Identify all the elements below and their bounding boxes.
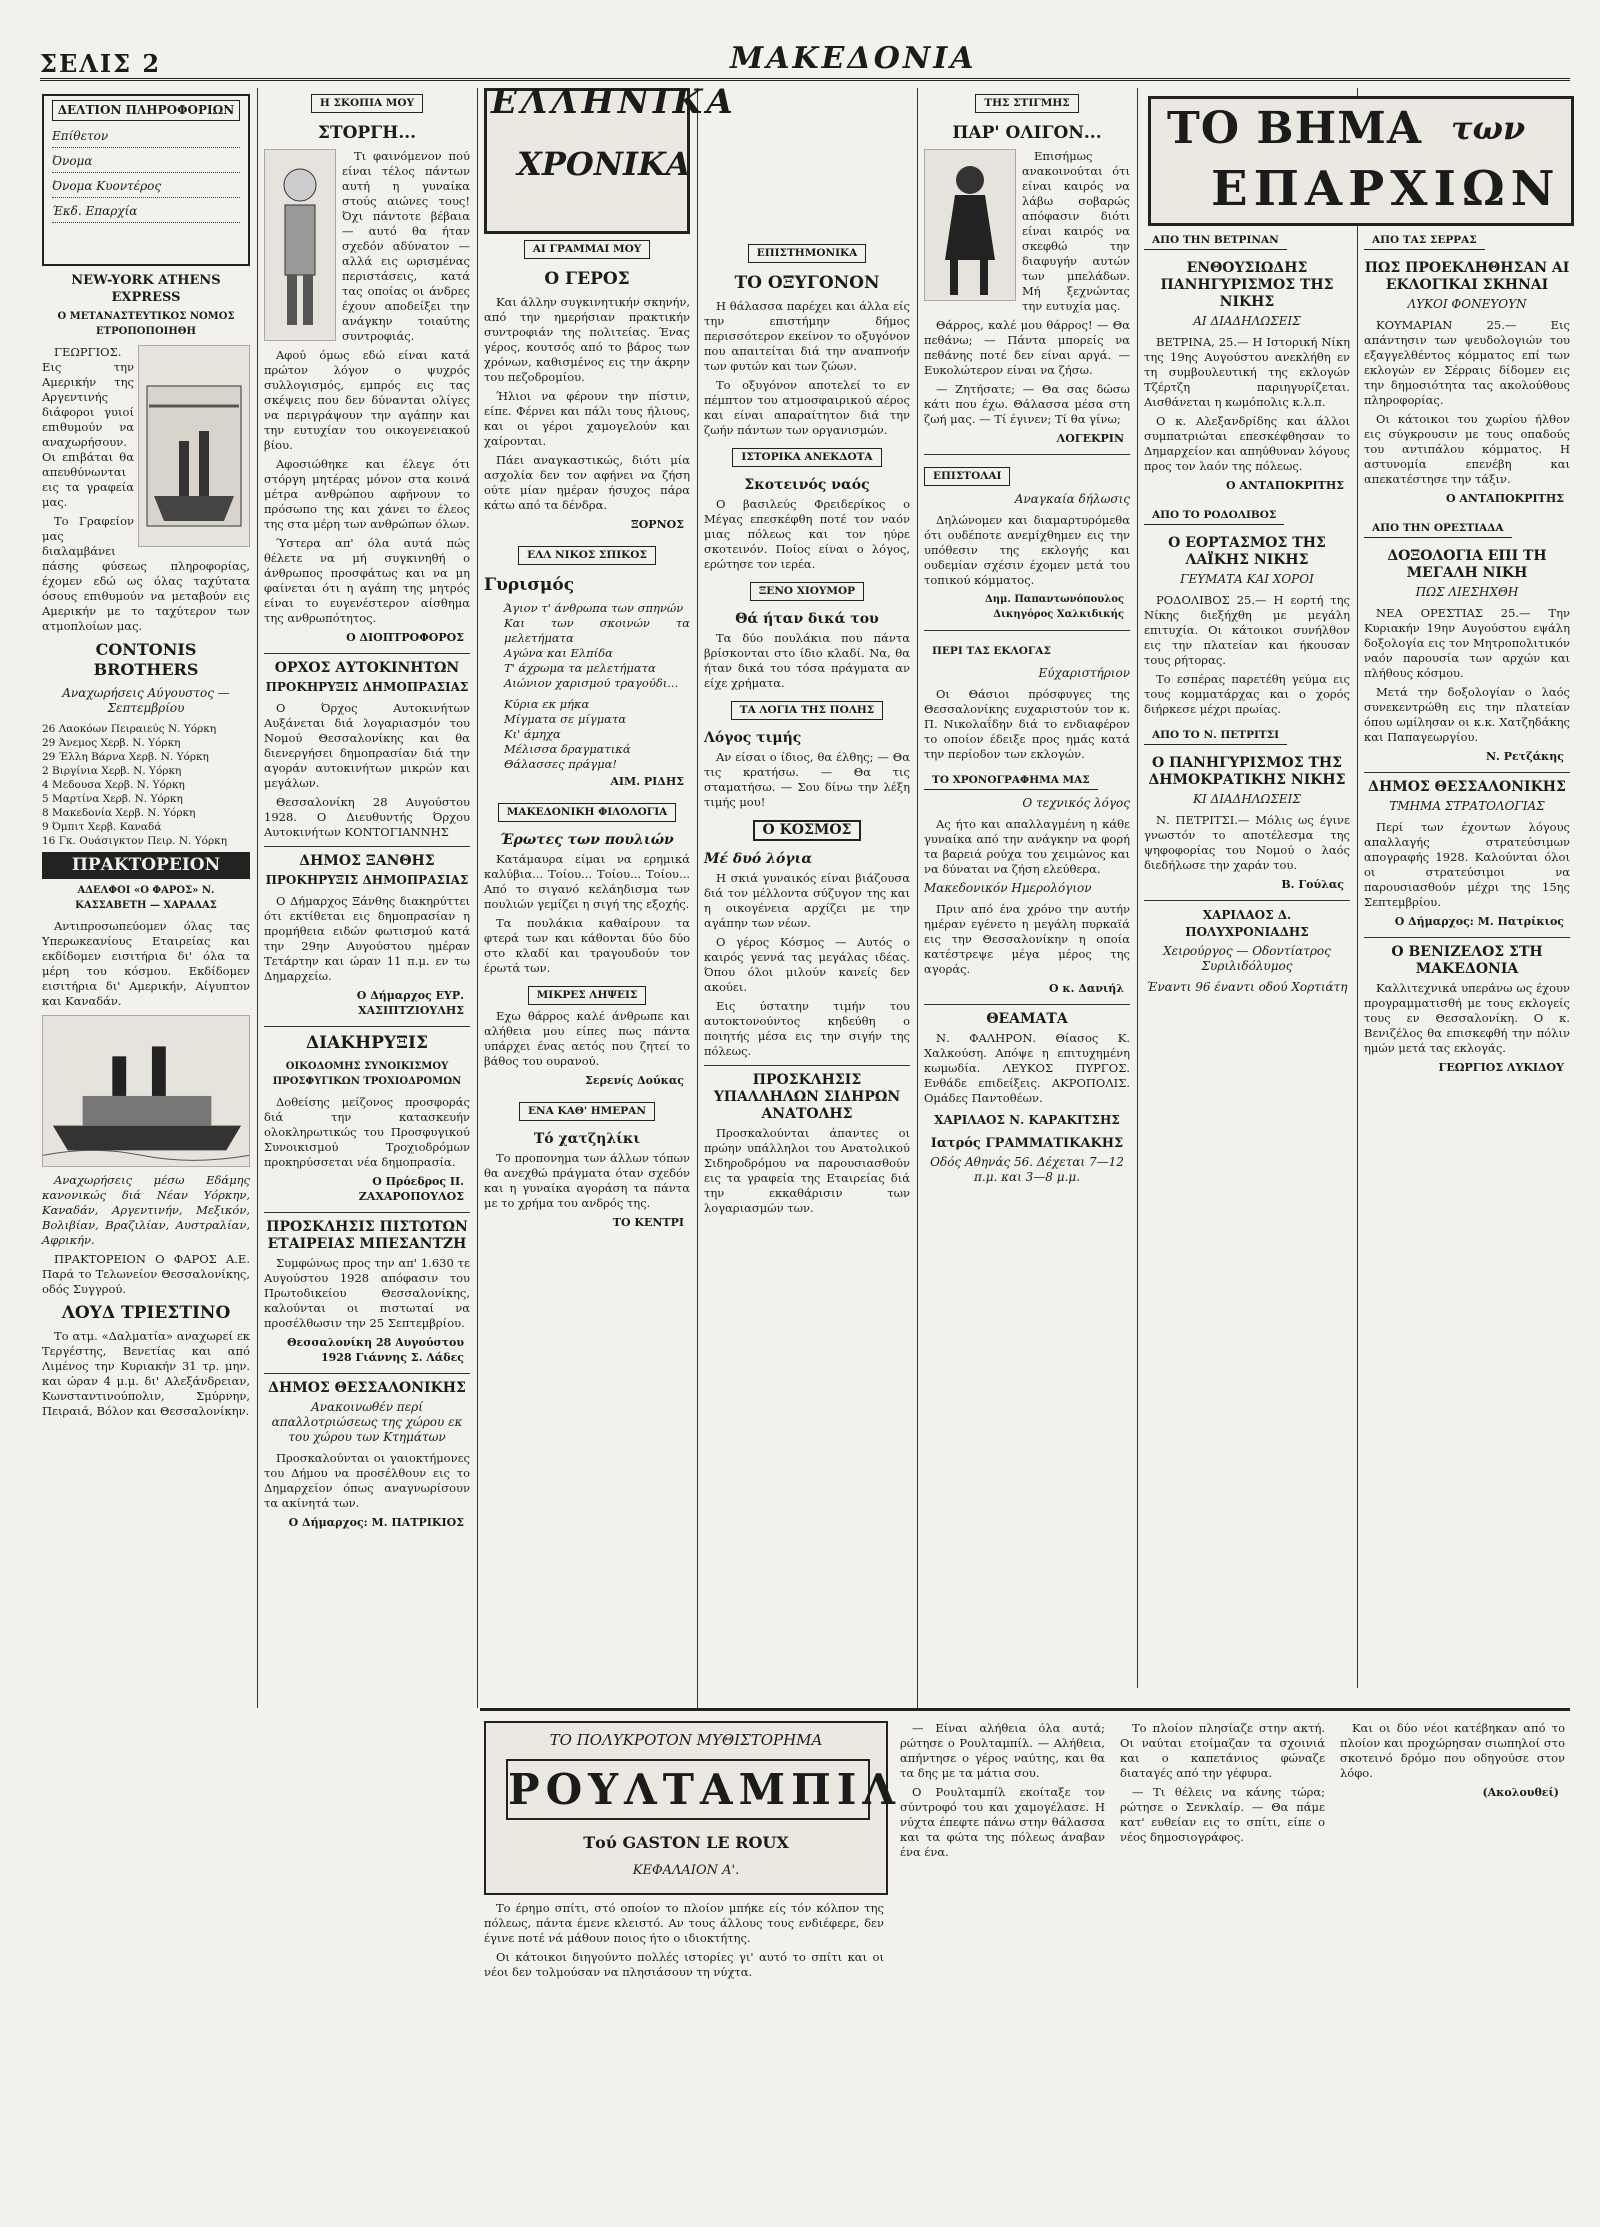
section-tag: ΤΗΣ ΣΤΙΓΜΗΣ — [975, 94, 1078, 113]
agency-names: ΑΔΕΛΦΟΙ «Ο ΦΑΡΟΣ» Ν. ΚΑΣΣΑΒΕΤΗ — ΧΑΡΑΛΑΣ — [75, 885, 217, 911]
section-tag: ΕΝΑ ΚΑΘ' ΗΜΕΡΑΝ — [519, 1102, 655, 1121]
banner-line: ΧΡΟΝΙΚΑ — [517, 145, 691, 183]
paragraph: Η σκιά γυναικός είναι βιάζουσα διά τον μέλλοντα σύζυγον της και η οικογένεια αρχίζει με την αγάπην των νέων. — [704, 871, 910, 930]
ad-text: ΓΕΩΡΓΙΟΣ. Εις την Αμερικήν της Αργεντινής διάφοροι γυιοί επιθυμούν να αναχωρήσουν. Οι επιβάται θα απευθύνωνται εις τα γραφεία μας. — [42, 345, 134, 509]
section-tag: ΤΟ ΧΡΟΝΟΓΡΑΦΗΜΑ ΜΑΣ — [924, 772, 1098, 790]
serial-novel — [480, 1708, 1570, 2191]
signature: ΑΙΜ. ΡΙΔΗΣ — [610, 775, 684, 788]
paragraph: Το Γραφείον μας διαλαμβάνει πάσης φύσεως πληροφορίας, έχομεν εδώ ως όλας ταχύτατα όσους επιθυμούν να μεταβούν εις Αμερικήν με το ταχύτερον των ατμοπλοίων μας. — [42, 514, 250, 633]
paragraph: Αφοσιώθηκε και έλεγε ότι στόργη μητέρας μόνον στα κοινά μέτρα ανθρώπου αφήνουν το πρόσωπο της και χάνει το έλεος της στα μέρη των ανθρώπων όλων. — [264, 457, 470, 531]
signature: Ο Δήμαρχος: Μ. Πατρίκιος — [1394, 915, 1564, 928]
section-title: ΘΕΑΜΑΤΑ — [986, 1011, 1068, 1027]
form-title: ΔΕΛΤΙΟΝ ΠΛΗΡΟΦΟΡΙΩΝ — [52, 100, 240, 121]
paragraph: Συμφώνως προς την απ' 1.630 τε Αυγούστου 1928 απόφασιν του Πρωτοδικείου Θεσσαλονίκης, καλούνται οι πιστωταί να προσέλθωσιν την 25 Σεπτεμβρίου. — [264, 1256, 470, 1330]
section-tag: ΜΙΚΡΕΣ ΛΗΨΕΙΣ — [528, 986, 647, 1005]
paragraph: Οι κάτοικοι του χωρίου ήλθον εις σύγκρουσιν με τους οπαδούς του αντιπάλου κόμματος. Η αστυνομία επενέβη και απεκατέστησε την τάξιν. — [1364, 412, 1570, 486]
serial-title: ΡΟΥΛΤΑΜΠΙΛ — [506, 1759, 870, 1820]
section-tag: ΑΠΟ ΤΗΝ ΒΕΤΡΙΝΑΝ — [1144, 232, 1287, 250]
paragraph: ΠΡΑΚΤΟΡΕΙΟΝ Ο ΦΑΡΟΣ Α.Ε. Παρά το Τελωνείον Θεσσαλονίκης, οδός Συγγρού. — [42, 1252, 250, 1296]
paragraph: ΒΕΤΡΙΝΑ, 25.— Η Ιστορική Νίκη της 19ης Αυγούστου ανεκλήθη εν τη συμβουλευτική της εκλογών Τζέρτζη παριηγυρίζεται. Αισθάνεται η κωμόπολις κ.λ.π. — [1144, 335, 1350, 409]
signature: ΤΟ ΚΕΝΤΡΙ — [612, 1216, 684, 1229]
paragraph: Καλλιτεχνικά υπεράνω ως έχουν προγραμματισθή με τους εκλογείς τους εν Θεσσαλονίκη. Ο κ. Βενιζέλος θα επισκεφθή την πόλιν ημών μετά τας εκλογάς. — [1364, 981, 1570, 1055]
ad-title: ΧΑΡΙΛΑΟΣ Ν. ΚΑΡΑΚΙΤΣΗΣ — [934, 1113, 1120, 1127]
ship-icon — [139, 346, 249, 546]
signature: Δημ. Παπαντωνόπουλος Δικηγόρος Χαλκιδικής — [985, 594, 1124, 620]
agency-title: ΠΡΑΚΤΟΡΕΙΟΝ — [71, 855, 221, 875]
poem-line: Κύρια εκ μήκα — [504, 697, 590, 711]
schedule-list — [42, 722, 250, 848]
article-title: Λόγος τιμής — [704, 730, 802, 746]
signature: Ο Πρόεδρος ΙΙ. ΖΑΧΑΡΟΠΟΥΛΟΣ — [358, 1175, 464, 1203]
article-title: ΠΑΡ' ΟΛΙΓΟΝ... — [952, 123, 1102, 143]
column-7 — [1364, 226, 1570, 1696]
section-tag: ΑΠΟ ΤΗΝ ΟΡΕΣΤΙΑΔΑ — [1364, 520, 1512, 538]
agency-logo — [42, 852, 250, 879]
paragraph: Ας ήτο και απαλλαγμένη η κάθε γυναίκα από την ανάγκην να φορή τα βαρειά ρούχα του χειμώνος και να δύναται να ζήση ελεύθερα. — [924, 817, 1130, 876]
paragraph: Τα δύο πουλάκια που πάντα βρίσκονται στο ίδιο κλαδί. Να, θα ήταν δικά του τόσα πράγματα αν είχε χρήματα. — [704, 631, 910, 690]
column-5 — [924, 88, 1130, 1698]
ship-caption: Αναχωρήσεις μέσω Εδάμης κανονικώς διά Νέαν Υόρκην, Καναδάν, Αργεντινήν, Μεξικόν, Βολιβίαν, Βραζιλίαν, Αυστραλίαν, Αφρικήν. — [42, 1173, 250, 1247]
serial-column-2 — [900, 1721, 1105, 2186]
signature: Ο ΑΝΤΑΠΟΚΡΙΤΗΣ — [1225, 479, 1344, 492]
poem-line: Θάλασσες πράγμα! — [504, 757, 618, 771]
paragraph: Αφού όμως εδώ είναι κατά πρώτον λόγον ο ψυχρός συλλογισμός, εμπρός εις τας σκέψεις που δεν δύνανται ολίγες να περιγράψουν την αγάπην και την ευτυχίαν του οικογενειακού βίου. — [264, 348, 470, 452]
poem-line: Τ' άχρωμα τα μελετήματα — [504, 661, 656, 675]
column-4 — [704, 88, 910, 1698]
article-title: Ο ΠΑΝΗΓΥΡΙΣΜΟΣ ΤΗΣ ΔΗΜΟΚΡΑΤΙΚΗΣ ΝΙΚΗΣ — [1148, 755, 1346, 788]
article-title: Μέ δυό λόγια — [704, 851, 813, 867]
article-title: ΣΤΟΡΓΗ... — [317, 123, 417, 143]
section-tag: ΜΑΚΕΔΟΝΙΚΗ ΦΙΛΟΛΟΓΙΑ — [498, 803, 677, 822]
notice-subtitle: ΠΡΟΚΗΡΥΞΙΣ ΔΗΜΟΠΡΑΣΙΑΣ — [265, 873, 469, 887]
ad-subtitle: Χειρούργος — Οδοντίατρος Συριλιδόλυμος — [1163, 944, 1331, 973]
section-tag: ΑΠΟ ΤΟ ΡΟΔΟΛΙΒΟΣ — [1144, 507, 1284, 525]
paragraph: ΝΕΑ ΟΡΕΣΤΙΑΣ 25.— Την Κυριακήν 19ην Αυγούστου εψάλη δοξολογία εις τον Μητροπολιτικόν ναόν παρουσία των αρχών και πλήθους κόσμου. — [1364, 606, 1570, 680]
ad-text: Οδός Αθηνάς 56. Δέχεται 7—12 π.μ. και 3—8 μ.μ. — [930, 1155, 1124, 1184]
section-tag: ΙΣΤΟΡΙΚΑ ΑΝΕΚΔΟΤΑ — [732, 448, 881, 467]
ad-subtitle: Ο ΜΕΤΑΝΑΣΤΕΥΤΙΚΟΣ ΝΟΜΟΣ ΕΤΡΟΠΟΠΟΙΗΘΗ — [57, 311, 235, 337]
schedule-row: 8 Μακεδονία Χερβ. Ν. Υόρκη — [42, 807, 196, 819]
article-title: Ο τεχνικός λόγος — [1022, 796, 1130, 810]
article-title: Έρωτες των πουλιών — [500, 832, 674, 848]
signature: Ο Δήμαρχος: Μ. ΠΑΤΡΙΚΙΟΣ — [288, 1516, 464, 1529]
masthead — [40, 41, 1570, 81]
signature: Ο ΔΙΟΠΤΡΟΦΟΡΟΣ — [346, 631, 464, 644]
continued-label: (Ακολουθεί) — [1482, 1786, 1559, 1799]
paragraph: Θάρρος, καλέ μου θάρρος! — Θα πεθάνω; — Πάντα μπορείς να πεθάνης ποτέ δεν είναι αργά. — Ευκολώτερον είναι να ζήσω. — [924, 318, 1130, 377]
section-tag: ΕΛΛ ΝΙΚΟΣ ΣΠΙΚΟΣ — [518, 546, 656, 565]
article-title: Γυρισμός — [484, 575, 575, 595]
article-title: ΠΩΣ ΠΡΟΕΚΛΗΘΗΣΑΝ ΑΙ ΕΚΛΟΓΙΚΑΙ ΣΚΗΝΑΙ — [1364, 260, 1570, 293]
company-subtitle: Αναχωρήσεις Αύγουστος — Σεπτεμβρίου — [62, 686, 230, 715]
header-line: ΤΟ ΒΗΜΑ — [1167, 103, 1422, 154]
notice-title: ΔΗΜΟΣ ΞΑΝΘΗΣ — [299, 853, 435, 869]
article-subtitle: ΚΙ ΔΙΑΔΗΛΩΣΕΙΣ — [1193, 792, 1301, 806]
paragraph: Ο γέρος Κόσμος — Αυτός ο καιρός γεννά τας μεγάλας ιδέας. Όπου όλοι μιλούν κανείς δεν ακούει. — [704, 935, 910, 994]
serial-kicker: ΤΟ ΠΟΛΥΚΡΟΤΟΝ ΜΥΘΙΣΤΟΡΗΜΑ — [549, 1731, 823, 1749]
paragraph: Προσκαλούνται άπαντες οι πρώην υπάλληλοι του Ανατολικού Σιδηροδρόμου να παρουσιασθούν εις τα γραφεία της Εταιρείας διά την εκκαθάρισιν των λογαριασμών των. — [704, 1126, 910, 1215]
paragraph: Και άλλην συγκινητικήν σκηνήν, από την ημερήσιαν πρακτικήν συντροφιάν της πολιτείας. Ένας γέρος, κουτσός από το βάρος των χρόνων, καθισμένος εις την άκρην του πεζοδρομίου. — [484, 295, 690, 384]
paragraph: Εχω θάρρος καλέ άνθρωπε και αλήθεια μου είπες πως πάντα υπάρχει ένας αετός που ζητεί το βάθος του ουρανού. — [484, 1009, 690, 1068]
article-title: Ο ΕΟΡΤΑΣΜΟΣ ΤΗΣ ΛΑΪΚΗΣ ΝΙΚΗΣ — [1168, 535, 1326, 568]
article-subtitle: ΓΕΥΜΑΤΑ ΚΑΙ ΧΟΡΟΙ — [1180, 572, 1314, 586]
ad-text: Έναντι 96 έναντι οδού Χορτιάτη — [1146, 980, 1348, 994]
form-field[interactable]: Όνομα Κυοντέρος — [52, 179, 240, 198]
paragraph: — Είναι αλήθεια όλα αυτά; ρώτησε ο Ρουλταμπίλ. — Αλήθεια, απήντησε ο γέρος ναύτης, και θα τα δης με τα μάτια σου. — [900, 1721, 1105, 1780]
schedule-row: 5 Μαρτίνα Χερβ. Ν. Υόρκη — [42, 793, 183, 805]
article-title: Εύχαριστήριον — [1038, 666, 1130, 680]
paragraph: Πάει αναγκαστικώς, διότι μία ασχολία δεν τον αφήνει να ζήση ούτε μίαν ημέραν ήσυχος πάρα κάτω από τα δένδρα. — [484, 453, 690, 512]
section-tag: ΕΠΙΣΤΟΛΑΙ — [924, 467, 1010, 486]
notice-title: ΠΡΟΣΚΛΗΣΙΣ ΥΠΑΛΛΗΛΩΝ ΣΙΔΗΡΩΝ ΑΝΑΤΟΛΗΣ — [713, 1072, 901, 1122]
form-field[interactable]: Όνομα — [52, 154, 240, 173]
section-tag: ΠΕΡΙ ΤΑΣ ΕΚΛΟΓΑΣ — [932, 645, 1051, 657]
serial-column-4 — [1340, 1721, 1565, 2186]
section-tag: ΑΠΟ ΤΟ Ν. ΠΕΤΡΙΤΣΙ — [1144, 727, 1287, 745]
signature: Ο κ. Δανιήλ — [1049, 982, 1124, 995]
paragraph: Μετά την δοξολογίαν ο λαός συνεκεντρώθη εις την πλατείαν όπου ωμίλησαν οι κ.κ. Χατζηδάκης και Παπαγεωργίου. — [1364, 685, 1570, 744]
devil-illustration — [924, 149, 1016, 301]
company-name: CONTONIS BROTHERS — [93, 640, 199, 679]
paragraph: Το έρημο σπίτι, στό οποίον το πλοίον μπήκε είς τόν κόλπον της πόλεως, πάντα έμενε κλειστό. Αν τους άλλους τους ενδιέφερε, δεν έγινε ποτέ νά μάθουν ποιος ήτο ο ιδιοκτήτης. — [484, 1901, 884, 1945]
paragraph: Και οι δύο νέοι κατέβηκαν από το πλοίον και προχώρησαν σιωπηλοί στο σκοτεινό δρόμο που οδηγούσε στον λόφο. — [1340, 1721, 1565, 1780]
ad-headline: NEW-YORK ATHENS EXPRESS — [71, 273, 221, 305]
steamship-illustration — [42, 1015, 250, 1167]
notice-title: ΔΙΑΚΗΡΥΞΙΣ — [305, 1033, 429, 1053]
section-tag: Η ΣΚΟΠΙΑ ΜΟΥ — [311, 94, 423, 113]
paragraph: Αντιπροσωπεύομεν όλας τας Υπερωκεανίους Εταιρείας και εκδίδομεν εισιτήρια δι' όλα τα μέρη του κόσμου. Εκδίδομεν εισιτήρια δι' Αμερικήν, Αίγυπτον και Καναδάν. — [42, 919, 250, 1008]
form-field[interactable]: Επίθετον — [52, 129, 240, 148]
article-title: Μακεδονικόν Ημερολόγιον — [924, 881, 1092, 895]
signature: ΓΕΩΡΓΙΟΣ ΛΥΚΙΔΟΥ — [1438, 1061, 1564, 1074]
paragraph: Επισήμως ανακοινούται ότι είναι καιρός να λάβω σοβαρώς απόφασιν διότι είναι καιρός να σκεφθώ την διαφυγήν αυτών των μπελάδων. Μή ξεχνώντας την ευτυχία μας. — [1022, 149, 1130, 313]
schedule-row: 2 Βιργίνια Χερβ. Ν. Υόρκη — [42, 765, 182, 777]
steamship-icon — [43, 1016, 249, 1166]
paragraph: Το οξυγόνον αποτελεί το εν πέμπτον του ατμοσφαιρικού αέρος και είναι απαραίτητον διά την ζωήν πάντων των οργανισμών. — [704, 378, 910, 437]
paragraph: — Ζητήσατε; — Θα σας δώσω κάτι που έχω. Θάλασσα μέσα στη ζωή μας. — Τί έγινεν; Τί θα γίνω; — [924, 382, 1130, 426]
poem-line: Μίγματα σε μίγματα — [504, 712, 627, 726]
article-subtitle: ΑΙ ΔΙΑΔΗΛΩΣΕΙΣ — [1193, 314, 1301, 328]
column-2 — [264, 88, 470, 2218]
person-icon — [265, 150, 335, 340]
signature: Β. Γούλας — [1281, 878, 1344, 891]
paragraph: Πριν από ένα χρόνο την αυτήν ημέραν εγένετο η μεγάλη πυρκαϊά εις την Θεσσαλονίκην η οποία κατέστρεψε μέγα μέρος της αγοράς. — [924, 902, 1130, 976]
paragraph: Οι κάτοικοι διηγούντο πολλές ιστορίες γι' αυτό το σπίτι και οι νέοι δεν τολμούσαν να πλησιάσουν τη νύχτα. — [484, 1950, 884, 1979]
article-title: ΤΟ ΟΞΥΓΟΝΟΝ — [734, 273, 880, 293]
signature: Σερενίς Δούκας — [585, 1074, 684, 1087]
paragraph: Τι φαινόμενον πού είναι τέλος πάντων αυτή η γυναίκα στούς αιώνες τους! Όχι πάντοτε βέβαια — αυτό θα ήταν σχεδόν αδύνατον — αλλά εις ωρισμένας περιστάσεις, κατά τας οποίας οι άνδρες έχουν αποδείξει την ανάγκην τοιαύτης συντροφιάς. — [342, 149, 470, 343]
article-title: ΔΟΞΟΛΟΓΙΑ ΕΠΙ ΤΗ ΜΕΓΑΛΗ ΝΙΚΗ — [1387, 548, 1547, 581]
paragraph: Ν. ΠΕΤΡΙΤΣΙ.— Μόλις ως έγινε γνωστόν το αποτέλεσμα της ψηφοφορίας του Νομού ο λαός διεδήλωσε την χαράν του. — [1144, 813, 1350, 872]
signature: Ο ΑΝΤΑΠΟΚΡΙΤΗΣ — [1445, 492, 1564, 505]
article-subtitle: ΠΩΣ ΛΙΕΣΗΧΘΗ — [1415, 585, 1519, 599]
paragraph: Οι Θάσιοι πρόσφυγες της Θεσσαλονίκης ευχαριστούν τον κ. Π. Νικολαΐδην διά το ενδιαφέρον το οποίον έδειξε προς ημάς κατά την περίοδον των εκλογών. — [924, 687, 1130, 761]
section-tag: ΑΙ ΓΡΑΜΜΑΙ ΜΟΥ — [524, 240, 650, 259]
section-tag: ΞΕΝΟ ΧΙΟΥΜΟΡ — [750, 582, 864, 601]
banner-line: ΕΛΛΗΝΙΚΑ — [491, 82, 737, 122]
paragraph: Περί των έχοντων λόγους απαλλαγής στρατεύσιμων απογραφής 1928. Καλούνται όλοι οι στρατεύσιμοι να παρουσιασθούν μέχρι της 15ης Σεπτεμβρίου. — [1364, 820, 1570, 909]
schedule-row: 29 Έλλη Βάρνα Χερβ. Ν. Υόρκη — [42, 751, 209, 763]
poem-line: Άγιον τ' άνθρωπα των σπηνών — [504, 601, 684, 615]
section-tag: Ο ΚΟΣΜΟΣ — [753, 820, 862, 841]
schedule-row: 9 Όμπιτ Χερβ. Καναδά — [42, 821, 162, 833]
section-header-bema — [1148, 96, 1574, 226]
paragraph: Ο Ρουλταμπίλ εκοίταξε τον σύντροφό του και χαμογέλασε. Η νύχτα έπεφτε πάνω στην θάλασσα και τα φώτα της πόλεως άναβαν ένα ένα. — [900, 1785, 1105, 1859]
article-title: ΕΝΘΟΥΣΙΩΔΗΣ ΠΑΝΗΓΥΡΙΣΜΟΣ ΤΗΣ ΝΙΚΗΣ — [1160, 260, 1334, 310]
schedule-row: 26 Λαοκόων Πειραιεύς Ν. Υόρκη — [42, 723, 217, 735]
newspaper-name: ΜΑΚΕΔΟΝΙΑ — [730, 41, 977, 76]
poem-line: Αγώνα και Ελπίδα — [504, 646, 613, 660]
paragraph: Ο Όρχος Αυτοκινήτων Αυξάνεται διά λογαριασμόν του Νομού Θεσσαλονίκης και θα διενεργήσει δημοπρασίαν διά την αγοράν αυτοκινήτων μικρών και μεγάλων. — [264, 701, 470, 790]
article-title: Ο ΒΕΝΙΖΕΛΟΣ ΣΤΗ ΜΑΚΕΔΟΝΙΑ — [1391, 944, 1543, 977]
paragraph: Τα πουλάκια καθαίρουν τα φτερά των και κάθονται δύο δύο στο κλαδί και τραγουδούν τον έρωτά των. — [484, 916, 690, 975]
notice-title: ΔΗΜΟΣ ΘΕΣΣΑΛΟΝΙΚΗΣ — [1368, 779, 1566, 795]
serial-chapter: ΚΕΦΑΛΑΙΟΝ Α'. — [632, 1863, 740, 1878]
notice-title: ΟΡΧΟΣ ΑΥΤΟΚΙΝΗΤΩΝ — [274, 660, 460, 676]
schedule-row: 29 Άνεμος Χερβ. Ν. Υόρκη — [42, 737, 181, 749]
serial-column-1 — [484, 1901, 884, 2186]
notice-subtitle: ΟΙΚΟΔΟΜΗΣ ΣΥΝΟΙΚΙΣΜΟΥ ΠΡΟΣΦΥΓΙΚΩΝ ΤΡΟΧΙΟΔΡΟΜΩΝ — [272, 1061, 462, 1087]
column-1 — [42, 88, 250, 2218]
ad-title: Ιατρός ΓΡΑΜΜΑΤΙΚΑΚΗΣ — [930, 1136, 1124, 1151]
article-subtitle: ΛΥΚΟΙ ΦΟΝΕΥΟΥΝ — [1407, 297, 1527, 311]
section-tag: ΤΑ ΛΟΓΙΑ ΤΗΣ ΠΟΛΗΣ — [731, 701, 883, 720]
ad-title: ΧΑΡΙΛΑΟΣ Δ. ΠΟΛΥΧΡΟΝΙΑΔΗΣ — [1185, 908, 1309, 939]
section-tag: ΕΠΙΣΤΗΜΟΝΙΚΑ — [748, 244, 867, 263]
paragraph: Εις ύστατην τιμήν του αυτοκτονούντος κηδεύθη ο ποιητής μέσα εις την σιγήν της πόλεως. — [704, 999, 910, 1058]
paragraph: Το προπονημα των άλλων τόπων θα ανεχθώ πράγματα όταν σχεδόν και η γυναίκα αγοράση τα πάντα με το χρήμα του ανδρός της. — [484, 1151, 690, 1210]
poem — [484, 601, 690, 772]
signature: Θεσσαλονίκη 28 Αυγούστου 1928 Γιάννης Σ. Λάδες — [286, 1336, 464, 1364]
signature: ΛΟΓΕΚΡΙΝ — [1056, 432, 1124, 445]
paragraph: Το εσπέρας παρετέθη γεύμα εις τους κομματάρχας και ο χορός διήρκεσε μέχρι πρωίας. — [1144, 672, 1350, 716]
figure-icon — [925, 150, 1015, 300]
poem-line: Και των σκοινών τα μελετήματα — [504, 616, 690, 645]
notice-title: ΔΗΜΟΣ ΘΕΣΣΑΛΟΝΙΚΗΣ — [268, 1380, 466, 1396]
paragraph: Δηλώνομεν και διαμαρτυρόμεθα ότι ουδέποτε ανεμίχθημεν εις την υπόθεσιν της εκλογής και ουδεμίαν σχέσιν έχομεν μετά του τοπικού κόμματος. — [924, 513, 1130, 587]
poem-line: Κι' άμηχα — [504, 727, 561, 741]
poem-line: Αιώνιον χαρισμού τραγούδι... — [504, 676, 679, 690]
article-title: Σκοτεινός ναός — [744, 477, 870, 493]
header-line: ΕΠΑΡΧΙΩΝ — [1211, 161, 1561, 217]
schedule-row: 16 Γκ. Ουάσιγκτον Πειρ. Ν. Υόρκη — [42, 835, 227, 847]
article-title: Τό χατζηλίκι — [533, 1131, 641, 1147]
paragraph: Ήλιοι να φέρουν την πίστιν, είπε. Φέρνει και πάλι τους ήλιους, και οι γέροι χαμογελούν και χαίρονται. — [484, 389, 690, 448]
paragraph: Η θάλασσα παρέχει και άλλα είς την επιστήμην δήμος περισσότερον εκείνον το οξυγόνον που απαιτείται διά την αναπνοήν των φυτών και των ζώων. — [704, 299, 910, 373]
article-title: Αναγκαία δήλωσις — [1014, 492, 1130, 506]
section-tag: ΑΠΟ ΤΑΣ ΣΕΡΡΑΣ — [1364, 232, 1485, 250]
page-number: ΣΕΛΙΣ 2 — [40, 49, 162, 78]
paragraph: Κατάμαυρα είμαι να ερημικά καλύβια... Τοίου... Τοίου... Τοίου... Από το σιγανό κελάηδισμα των πουλιών γεμίζει η σιγή της εξοχής. — [484, 852, 690, 911]
section-banner — [484, 82, 737, 234]
paragraph: Ν. ΦΑΛΗΡΟΝ. Θίασος Κ. Χαλκούση. Απόψε η επιτυχημένη κωμωδία. ΛΕΥΚΟΣ ΠΥΡΓΟΣ. Ενθάδε επιδείξεις. ΑΚΡΟΠΟΛΙΣ. Ομάδες Παντοθέων. — [924, 1031, 1130, 1105]
notice-title: ΠΡΟΣΚΛΗΣΙΣ ΠΙΣΤΩΤΩΝ ΕΤΑΙΡΕΙΑΣ ΜΠΕΣΑΝΤΖΗ — [266, 1219, 468, 1252]
ship-illustration — [138, 345, 250, 547]
paragraph: Αν είσαι ο ίδιος, θα έλθης; — Θα τις κρατήσω. — Θα τις σταματήσω. — Σου δίνω την λέξη τιμής μου! — [704, 750, 910, 809]
form-field[interactable]: Έκδ. Επαρχία — [52, 204, 240, 223]
signature: Ν. Ρετζάκης — [1486, 750, 1564, 763]
paragraph: — Τι θέλεις να κάνης τώρα; ρώτησε ο Σενκλαίρ. — Θα πάμε κατ' ευθείαν εις το σπίτι, είπε ο νέος δημοσιογράφος. — [1120, 1785, 1325, 1844]
paragraph: Δοθείσης μείζονος προσφοράς διά την κατασκευήν ολοκληρωτικώς του Προσφυγικού Συνοικισμού Τροχιοδρόμων προκηρύσσεται νέα δημοπρασία. — [264, 1095, 470, 1169]
notice-subtitle: ΠΡΟΚΗΡΥΞΙΣ ΔΗΜΟΠΡΑΣΙΑΣ — [265, 680, 469, 694]
serial-header — [484, 1721, 901, 1895]
info-form — [42, 94, 250, 266]
paragraph: ΚΟΥΜΑΡΙΑΝ 25.— Εις απάντησιν των ψευδολογιών του εξαγγελθέντος κόμματος επί των εκλογών εν Σέρραις δίδομεν εις την δημοσιότητα τας ακολούθους πληροφορίας. — [1364, 318, 1570, 407]
article-title: Θά ήταν δικά του — [735, 611, 879, 627]
notice-subtitle: Ανακοινωθέν περί απαλλοτριώσεως της χώρου εκ του χώρου των Κτημάτων — [271, 1400, 463, 1444]
paragraph: Θεσσαλονίκη 28 Αυγούστου 1928. Ο Διευθυντής Όρχου Αυτοκινήτων ΚΟΝΤΟΓΙΑΝΝΗΣ — [264, 795, 470, 839]
serial-column-3 — [1120, 1721, 1325, 2186]
paragraph: Το ατμ. «Δαλματία» αναχωρεί εκ Τεργέστης, Βενετίας και από Λιμένος την Κυριακήν 31 τρ. μην. και ώραν 4 μ.μ. δι' Αλεξάνδρειαν, Κωνσταντινούπολιν, Σμύρνην, Πειραιά, Βόλον και Θεσσαλονίκην. — [42, 1329, 250, 1418]
paragraph: Ο Δήμαρχος Ξάνθης διακηρύττει ότι εκτίθεται εις δημοπρασίαν η προμήθεια ειδών φωτισμού κατά την 29ην Αυγούστου ημέραν Τετάρτην και ώραν 11 π.μ. εν τω Δημαρχείω. — [264, 894, 470, 983]
notice-subtitle: ΤΜΗΜΑ ΣΤΡΑΤΟΛΟΓΙΑΣ — [1389, 799, 1545, 813]
serial-author: Τού GASTON LE ROUX — [583, 1833, 789, 1852]
paragraph: Ύστερα απ' όλα αυτά πώς θέλετε να μή συγκινηθή ο άνθρωπος προσφάτως και να μη φαίνεται ότι η αγάπη της μητρός είναι το ευγενέστερον αίσθημα της ανθρωπότητος. — [264, 536, 470, 625]
signature: Ο Δήμαρχος ΕΥΡ. ΧΑΣΙΠΤΖΙΟΥΛΗΣ — [356, 989, 464, 1017]
paragraph: ΡΟΔΟΛΙΒΟΣ 25.— Η εορτή της Νίκης διεξήχθη με μεγάλη επιτυχία. Οι κάτοικοι συνήλθον εις την πλατείαν και ήκουσαν τους ρήτορας. — [1144, 593, 1350, 667]
signature: ΞΟΡΝΟΣ — [630, 518, 684, 531]
article-title: Ο ΓΕΡΟΣ — [544, 269, 630, 289]
man-illustration — [264, 149, 336, 341]
poem-line: Μέλισσα δραγματικά — [504, 742, 631, 756]
paragraph: Προσκαλούνται οι γαιοκτήμονες του Δήμου να προσέλθουν εις το Δημαρχείον όπως αναγνωρίσουν τα ακίνητά των. — [264, 1451, 470, 1510]
paragraph: Το πλοίον πλησίαζε στην ακτή. Οι ναύται ετοίμαζαν τα σχοινιά και ο καπετάνιος φώναζε διαταγές από την γέφυρα. — [1120, 1721, 1325, 1780]
paragraph: Ο κ. Αλεξανδρίδης και άλλοι συμπατριώται επεσκέφθησαν το Δημαρχείον και απηύθυναν λόγους προς τον λαόν της πόλεως. — [1144, 414, 1350, 473]
schedule-row: 4 Μεδουσα Χερβ. Ν. Υόρκη — [42, 779, 185, 791]
paragraph: Ο βασιλεύς Φρειδερίκος ο Μέγας επεσκέφθη ποτέ τον ναόν μιας πόλεως και τον ηύρε σκοτεινόν. Ποίος είναι ο λόγος, ερώτησε τον ιερέα. — [704, 497, 910, 571]
column-6 — [1144, 226, 1350, 1696]
header-line: των — [1451, 109, 1526, 147]
column-3 — [484, 82, 737, 1698]
trieste-title: ΛΟΥΔ ΤΡΙΕΣΤΙΝΟ — [61, 1303, 231, 1323]
